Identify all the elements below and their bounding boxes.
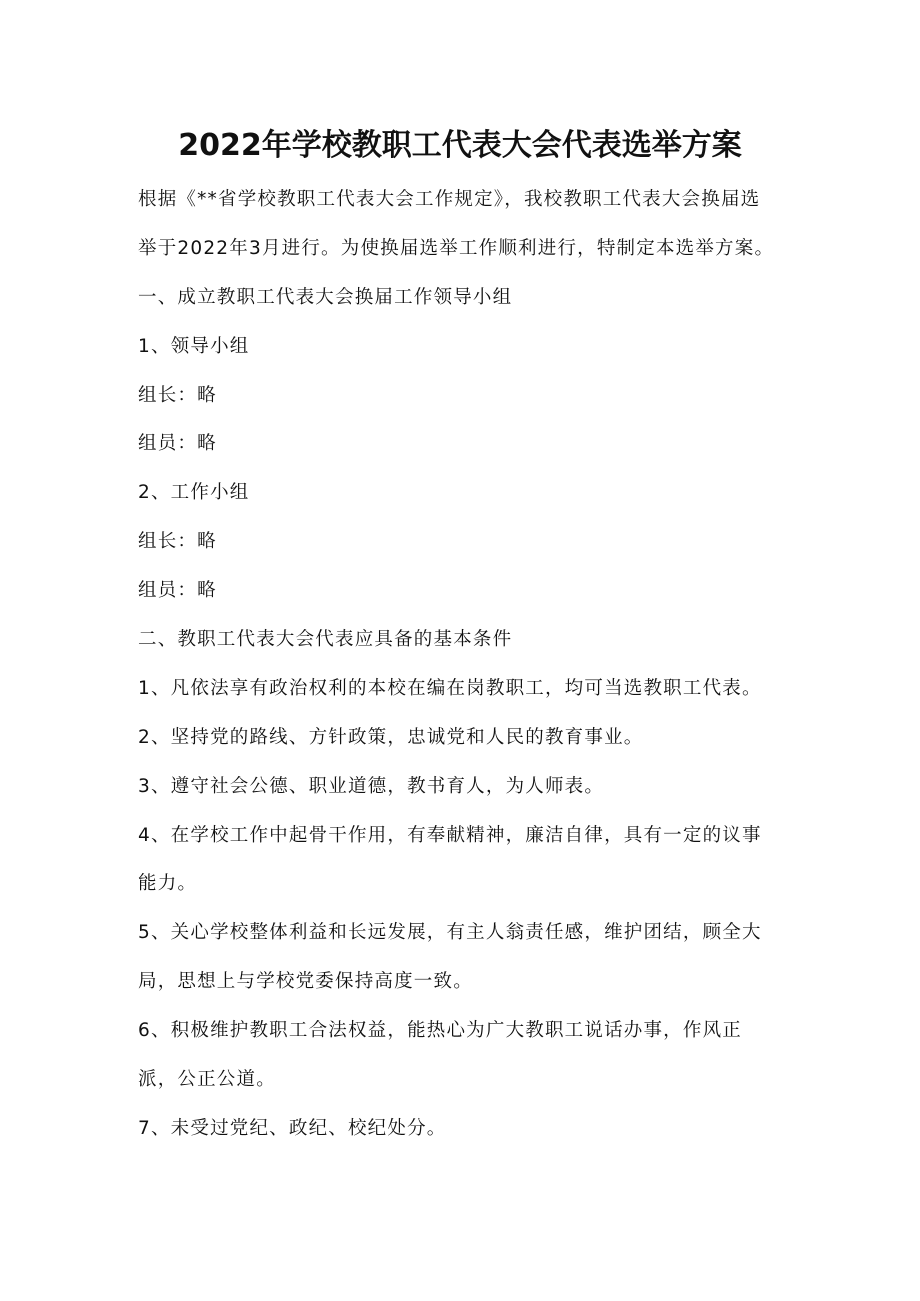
condition-item-2: 2、坚持党的路线、方针政策，忠诚党和人民的教育事业。	[138, 726, 644, 748]
condition-item-3: 3、遵守社会公德、职业道德，教书育人，为人师表。	[138, 775, 605, 797]
condition-item-6-line-1: 6、积极维护教职工合法权益，能热心为广大教职工说话办事，作风正	[138, 1020, 742, 1042]
leader-line: 组长：略	[138, 531, 217, 553]
condition-item-5-line-2: 局，思想上与学校党委保持高度一致。	[138, 971, 473, 993]
condition-item-7: 7、未受过党纪、政纪、校纪处分。	[138, 1117, 447, 1139]
subheading-working-group: 2、工作小组	[138, 482, 250, 504]
condition-item-5-line-1: 5、关心学校整体利益和长远发展，有主人翁责任感，维护团结，顾全大	[138, 922, 762, 944]
condition-item-1: 1、凡依法享有政治权利的本校在编在岗教职工，均可当选教职工代表。	[138, 677, 762, 699]
paragraph-intro-line-2: 举于2022年3月进行。为使换届选举工作顺利进行，特制定本选举方案。	[138, 237, 775, 259]
member-line: 组员：略	[138, 580, 217, 602]
document-body	[138, 176, 806, 1154]
member-line: 组员：略	[138, 433, 217, 455]
document-title: 2022年学校教职工代表大会代表选举方案	[178, 128, 742, 163]
subheading-leadership-group: 1、领导小组	[138, 335, 250, 357]
section-heading-2: 二、教职工代表大会代表应具备的基本条件	[138, 629, 513, 651]
section-heading-1: 一、成立教职工代表大会换届工作领导小组	[138, 286, 513, 308]
condition-item-4-line-2: 能力。	[138, 873, 198, 895]
condition-item-6-line-2: 派，公正公道。	[138, 1069, 276, 1091]
leader-line: 组长：略	[138, 384, 217, 406]
paragraph-intro-line-1: 根据《**省学校教职工代表大会工作规定》，我校教职工代表大会换届选	[138, 189, 761, 210]
condition-item-4-line-1: 4、在学校工作中起骨干作用，有奉献精神，廉洁自律，具有一定的议事	[138, 824, 762, 846]
